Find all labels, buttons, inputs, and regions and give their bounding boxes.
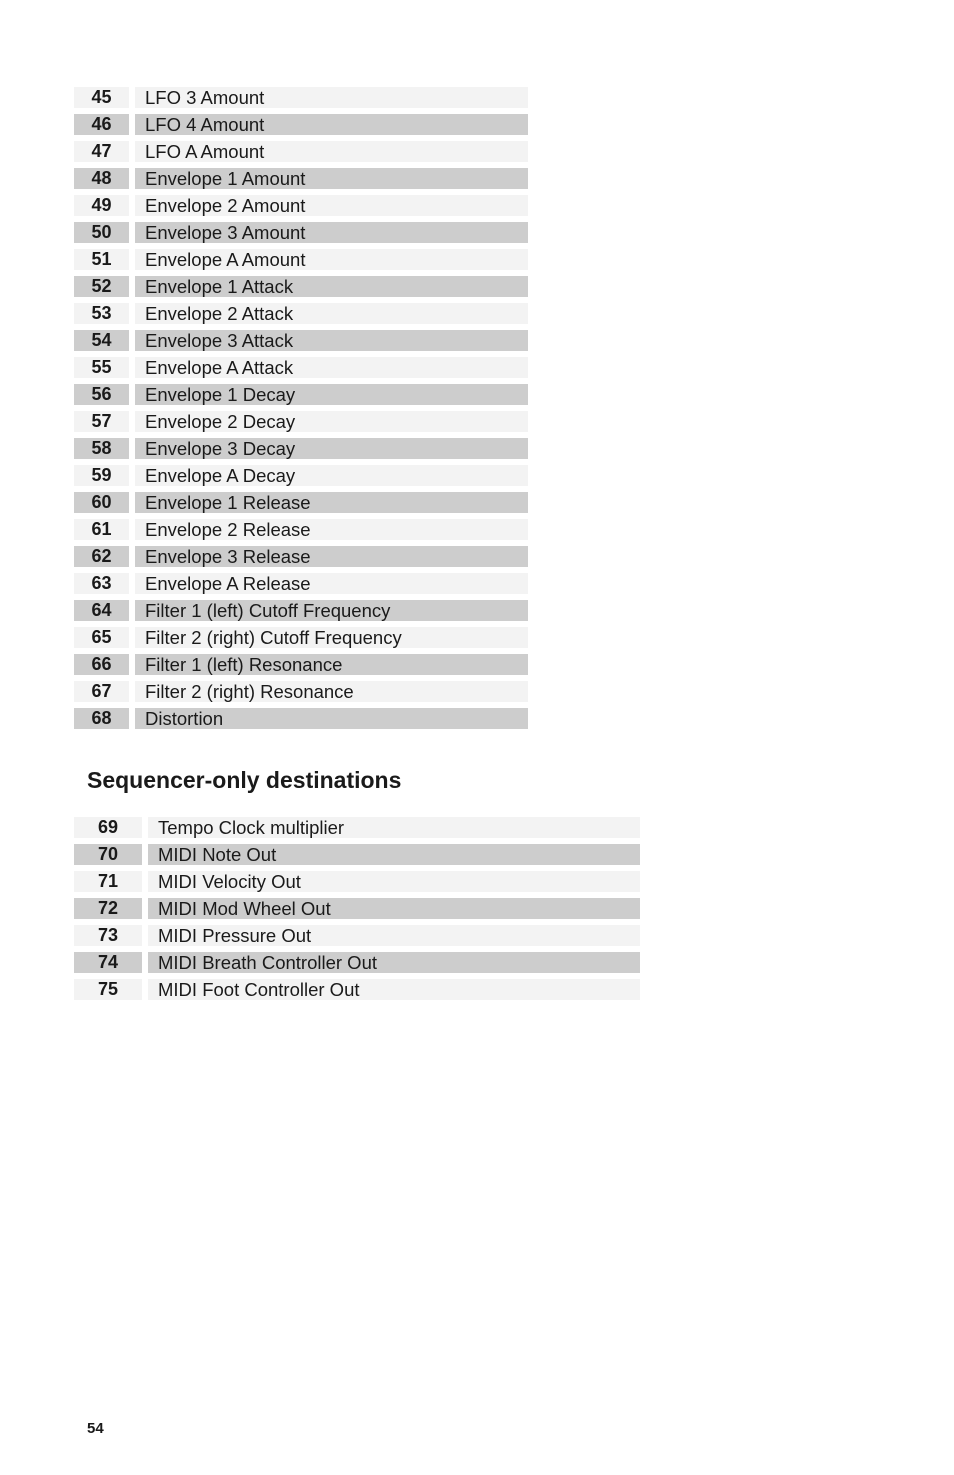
table-row (74, 600, 528, 621)
row-label: Filter 1 (left) Cutoff Frequency (135, 600, 528, 621)
table-row (74, 492, 528, 513)
row-label: LFO A Amount (135, 141, 528, 162)
row-number: 65 (74, 627, 129, 648)
row-label: Envelope 2 Amount (135, 195, 528, 216)
row-number: 71 (74, 871, 142, 892)
row-number: 69 (74, 817, 142, 838)
row-number: 75 (74, 979, 142, 1000)
row-number: 55 (74, 357, 129, 378)
row-label: MIDI Mod Wheel Out (148, 898, 640, 919)
row-number: 72 (74, 898, 142, 919)
table-row (74, 519, 528, 540)
table-row (74, 654, 528, 675)
row-number: 68 (74, 708, 129, 729)
row-label: Envelope 1 Amount (135, 168, 528, 189)
table-row (74, 249, 528, 270)
row-label: Envelope 3 Release (135, 546, 528, 567)
row-number: 61 (74, 519, 129, 540)
table-row (74, 844, 640, 865)
row-number: 49 (74, 195, 129, 216)
row-number: 51 (74, 249, 129, 270)
table-row (74, 330, 528, 351)
table-row (74, 384, 528, 405)
table-row (74, 276, 528, 297)
row-number: 62 (74, 546, 129, 567)
row-number: 73 (74, 925, 142, 946)
table-row (74, 438, 528, 459)
table-row (74, 222, 528, 243)
table-row (74, 871, 640, 892)
table-row (74, 817, 640, 838)
table-row (74, 681, 528, 702)
row-number: 46 (74, 114, 129, 135)
table-row (74, 114, 528, 135)
row-label: Envelope 3 Attack (135, 330, 528, 351)
row-label: LFO 4 Amount (135, 114, 528, 135)
destinations-table (74, 87, 528, 729)
page-number: 54 (87, 1420, 104, 1437)
table-row (74, 546, 528, 567)
table-row (74, 979, 640, 1000)
table-row (74, 627, 528, 648)
row-number: 59 (74, 465, 129, 486)
table-row (74, 925, 640, 946)
row-number: 67 (74, 681, 129, 702)
table-row (74, 195, 528, 216)
row-number: 50 (74, 222, 129, 243)
table-row (74, 952, 640, 973)
row-label: Filter 2 (right) Cutoff Frequency (135, 627, 528, 648)
row-label: Envelope A Attack (135, 357, 528, 378)
section-heading: Sequencer-only destinations (87, 767, 402, 793)
row-label: MIDI Breath Controller Out (148, 952, 640, 973)
sequencer-destinations-table (74, 817, 640, 1000)
row-label: Envelope 1 Decay (135, 384, 528, 405)
row-number: 54 (74, 330, 129, 351)
row-label: Filter 1 (left) Resonance (135, 654, 528, 675)
row-number: 60 (74, 492, 129, 513)
row-label: Envelope A Decay (135, 465, 528, 486)
row-label: Envelope A Release (135, 573, 528, 594)
row-number: 58 (74, 438, 129, 459)
row-number: 52 (74, 276, 129, 297)
row-label: MIDI Note Out (148, 844, 640, 865)
table-row (74, 141, 528, 162)
row-number: 47 (74, 141, 129, 162)
table-row (74, 357, 528, 378)
row-label: Envelope 2 Decay (135, 411, 528, 432)
row-number: 63 (74, 573, 129, 594)
row-label: Distortion (135, 708, 528, 729)
table-row (74, 411, 528, 432)
row-number: 64 (74, 600, 129, 621)
row-label: Envelope 3 Amount (135, 222, 528, 243)
table-row (74, 303, 528, 324)
table-row (74, 87, 528, 108)
row-label: MIDI Velocity Out (148, 871, 640, 892)
row-label: Envelope 1 Release (135, 492, 528, 513)
row-number: 66 (74, 654, 129, 675)
row-number: 74 (74, 952, 142, 973)
table-row (74, 573, 528, 594)
row-label: Tempo Clock multiplier (148, 817, 640, 838)
row-label: MIDI Pressure Out (148, 925, 640, 946)
row-label: Envelope 2 Attack (135, 303, 528, 324)
row-number: 57 (74, 411, 129, 432)
row-number: 53 (74, 303, 129, 324)
row-number: 70 (74, 844, 142, 865)
table-row (74, 898, 640, 919)
row-label: Envelope A Amount (135, 249, 528, 270)
row-label: MIDI Foot Controller Out (148, 979, 640, 1000)
row-number: 56 (74, 384, 129, 405)
table-row (74, 708, 528, 729)
row-label: Envelope 3 Decay (135, 438, 528, 459)
table-row (74, 465, 528, 486)
row-label: Envelope 2 Release (135, 519, 528, 540)
row-label: Filter 2 (right) Resonance (135, 681, 528, 702)
table-row (74, 168, 528, 189)
row-number: 48 (74, 168, 129, 189)
row-number: 45 (74, 87, 129, 108)
row-label: Envelope 1 Attack (135, 276, 528, 297)
row-label: LFO 3 Amount (135, 87, 528, 108)
